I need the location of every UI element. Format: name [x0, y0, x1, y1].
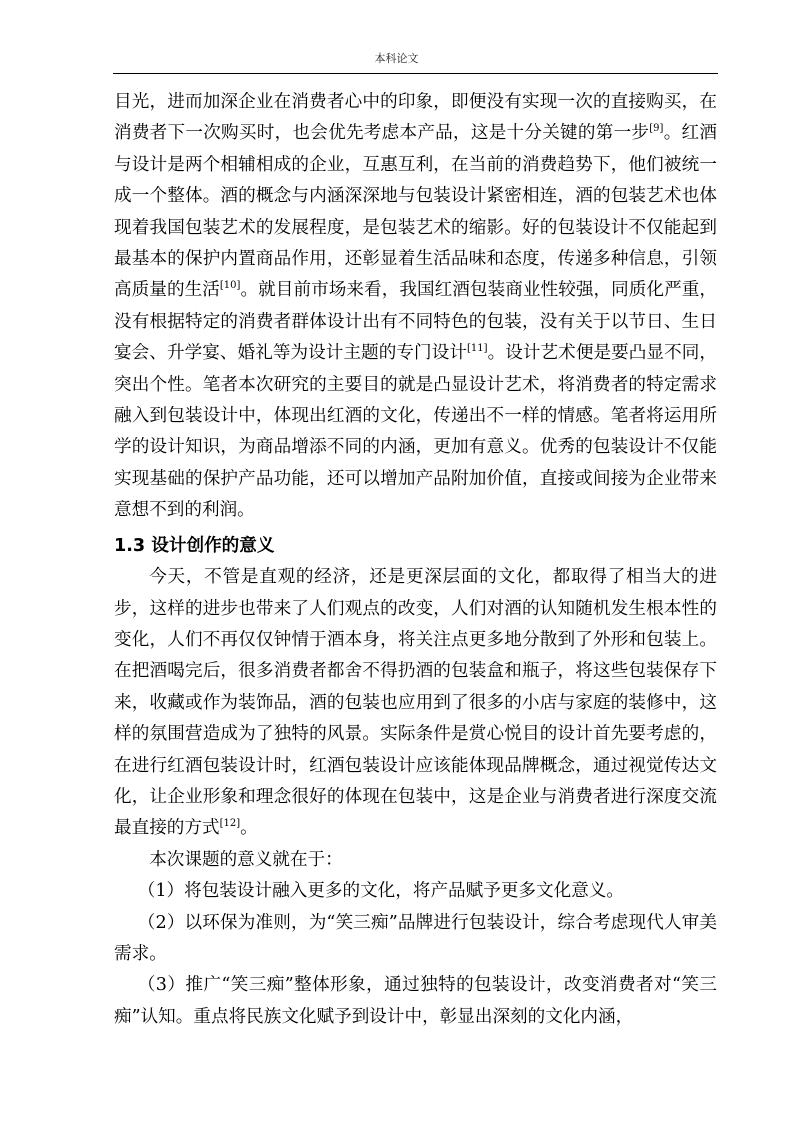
citation-10: [10]: [219, 280, 241, 292]
citation-9: [9]: [649, 123, 664, 135]
paragraph-1: [114, 87, 717, 527]
header-divider: [113, 73, 718, 74]
paragraph-2: [114, 562, 717, 845]
paragraph-1-text-b: 。红酒与设计是两个相辅相成的企业，互惠互利，在当前的消费趋势下，他们被统一成一个整体。酒的概念与内涵深深地与包装设计紧密相连，酒的包装艺术也体现着我国包装艺术的发展程度，是包装艺术的缩影。好的包装设计不仅能起到最基本的保护内置商品作用，还彰显着生活品味和态度，传递多种信息，引领高质量的生活: [114, 123, 717, 301]
page-header: 本科论文: [374, 52, 419, 65]
paragraph-3: 本次课题的意义就在于：: [149, 849, 343, 870]
citation-12: [12]: [219, 818, 241, 830]
list-item-1: （1）将包装设计融入更多的文化，将产品赋予更多文化意义。: [137, 881, 624, 902]
list-item-3: （3）推广“笑三痴”整体形象，通过独特的包装设计，改变消费者对“笑三痴”认知。重点将民族文化赋予到设计中，彰显出深刻的文化内涵，: [114, 975, 717, 1027]
paragraph-2-text-b: 。: [240, 818, 258, 839]
paragraph-1-text-c: 。就目前市场来看，我国红酒包装商业性较强，同质化严重，没有根据特定的消费者群体设计出有不同特色的包装，没有关于以节日、生日宴会、升学宴、婚礼等为设计主题的专门设计: [114, 280, 717, 364]
section-heading: 1.3 设计创作的意义: [114, 535, 275, 556]
paragraph-2-text-a: 今天，不管是直观的经济，还是更深层面的文化，都取得了相当大的进步，这样的进步也带来了人们观点的改变，人们对酒的认知随机发生根本性的变化，人们不再仅仅钟情于酒本身，将关注点更多地分散到了外形和包装上。在把酒喝完后，很多消费者都舍不得扔酒的包装盒和瓶子，将这些包装保存下来，收藏或作为装饰品，酒的包装也应用到了很多的小店与家庭的装修中，这样的氛围营造成为了独特的风景。实际条件是赏心悦目的设计首先要考虑的，在进行红酒包装设计时，红酒包装设计应该能体现品牌概念，通过视觉传达文化，让企业形象和理念很好的体现在包装中，这是企业与消费者进行深度交流最直接的方式: [114, 567, 717, 839]
document-body: [114, 87, 717, 1033]
citation-11: [11]: [467, 343, 488, 355]
paragraph-1-text-a: 目光，进而加深企业在消费者心中的印象，即便没有实现一次的直接购买，在消费者下一次购买时，也会优先考虑本产品，这是十分关键的第一步: [114, 92, 717, 144]
list-item-2: （2）以环保为准则，为“笑三痴”品牌进行包装设计，综合考虑现代人审美需求。: [114, 912, 717, 964]
paragraph-1-text-d: 。设计艺术便是要凸显不同，突出个性。笔者本次研究的主要目的就是凸显设计艺术，将消费者的特定需求融入到包装设计中，体现出红酒的文化，传递出不一样的情感。笔者将运用所学的设计知识，为商品增添不同的内涵，更加有意义。优秀的包装设计不仅能实现基础的保护产品功能，还可以增加产品附加价值，直接或间接为企业带来意想不到的利润。: [114, 343, 717, 521]
